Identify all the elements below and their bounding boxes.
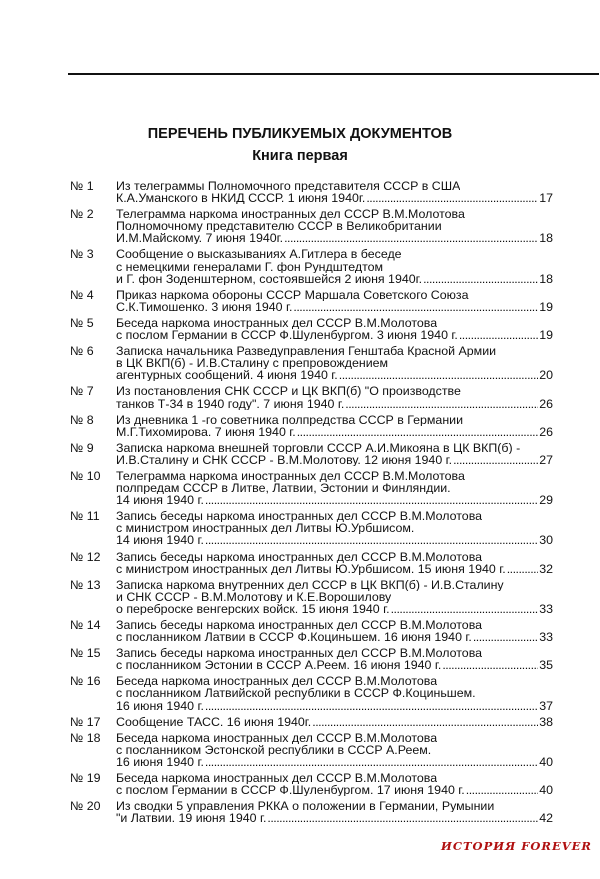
toc-entry-text: агентурных сообщений. 4 июня 1940 г. bbox=[116, 369, 338, 382]
toc-line bbox=[70, 619, 553, 631]
toc-entry-text: с министром иностранных дел Литвы Ю.Урбшисом. 15 июня 1940 г. bbox=[116, 562, 506, 575]
toc-entry-number: № 2 bbox=[70, 207, 94, 222]
toc-entry-text: с посланником Эстонской республики в СССР А.Реем. bbox=[116, 743, 432, 756]
toc-page-number: 29 bbox=[539, 493, 553, 508]
toc-entry-text: Записка начальника Разведуправления Генштаба Красной Армии bbox=[116, 345, 497, 358]
toc-entry bbox=[70, 619, 553, 643]
leader-dots bbox=[205, 756, 538, 768]
toc-entry bbox=[70, 470, 553, 506]
toc-entry-text: Телеграмма наркома иностранных дел СССР В.М.Молотова bbox=[116, 208, 465, 221]
toc-entry-text: Беседа наркома иностранных дел СССР В.М.Молотова bbox=[116, 731, 438, 744]
leader-dots bbox=[507, 563, 539, 575]
toc-entry-text: Сообщение о высказываниях А.Гитлера в беседе bbox=[116, 248, 402, 261]
toc-line bbox=[70, 180, 553, 192]
toc-line bbox=[70, 631, 553, 643]
toc-page-number: 27 bbox=[539, 452, 553, 467]
toc-entry-text: о переброске венгерских войск. 15 июня 1940 г. bbox=[116, 602, 390, 615]
page-title: ПЕРЕЧЕНЬ ПУБЛИКУЕМЫХ ДОКУМЕНТОВ bbox=[147, 126, 453, 142]
toc-page-number: 26 bbox=[539, 424, 553, 439]
toc-entry-number: № 7 bbox=[70, 384, 94, 399]
leader-dots bbox=[466, 784, 538, 796]
toc-entry-text: Запись беседы наркома иностранных дел СССР В.М.Молотова bbox=[116, 647, 483, 660]
leader-dots bbox=[366, 192, 538, 204]
toc-page-number: 17 bbox=[539, 191, 553, 206]
toc-entry-text: танков Т-34 в 1940 году". 7 июня 1940 г. bbox=[116, 397, 345, 410]
toc-entry-text: полпредам СССР в Литве, Латвии, Эстонии и Финляндии. bbox=[116, 482, 451, 495]
toc-entry-number: № 8 bbox=[70, 412, 94, 427]
toc-line bbox=[70, 248, 553, 260]
toc-entry-number: № 18 bbox=[70, 730, 101, 745]
toc-line bbox=[70, 647, 553, 659]
toc-line bbox=[70, 510, 553, 522]
toc-entry-text: Сообщение ТАСС. 16 июня 1940г. bbox=[116, 715, 312, 728]
toc-line bbox=[70, 603, 553, 615]
toc-entry bbox=[70, 510, 553, 546]
leader-dots bbox=[459, 329, 538, 341]
toc-line bbox=[70, 317, 553, 329]
toc-entry-text: 16 июня 1940 г. bbox=[116, 755, 204, 769]
toc-entry-number: № 19 bbox=[70, 771, 101, 786]
toc-entry-text: с посланником Латвийской республики в СССР Ф.Коциньшем. bbox=[116, 687, 476, 700]
toc-entry bbox=[70, 579, 553, 615]
toc-line bbox=[70, 522, 553, 534]
toc-line bbox=[70, 385, 553, 397]
toc-entry-text: Из телеграммы Полномочного представителя СССР в США bbox=[116, 180, 461, 193]
toc-page-number: 19 bbox=[539, 299, 553, 314]
toc-entry-text: Из сводки 5 управления РККА о положении в Германии, Румынии bbox=[116, 800, 495, 813]
toc-line bbox=[70, 426, 553, 438]
table-of-contents bbox=[70, 180, 553, 828]
toc-entry bbox=[70, 647, 553, 671]
leader-dots bbox=[391, 603, 539, 615]
toc-entry-number: № 17 bbox=[70, 714, 101, 729]
toc-line bbox=[70, 220, 553, 232]
leader-dots bbox=[297, 426, 538, 438]
toc-line bbox=[70, 273, 553, 285]
toc-entry-text: Беседа наркома иностранных дел СССР В.М.Молотова bbox=[116, 675, 438, 688]
leader-dots bbox=[312, 716, 538, 728]
toc-line bbox=[70, 345, 553, 357]
toc-entry bbox=[70, 385, 553, 409]
toc-entry-text: 14 июня 1940 г. bbox=[116, 494, 204, 507]
toc-entry-text: Запись беседы наркома иностранных дел СССР В.М.Молотова bbox=[116, 619, 483, 632]
toc-entry-number: № 10 bbox=[70, 468, 101, 483]
toc-entry-text: Из дневника 1 -го советника полпредства СССР в Германии bbox=[116, 413, 464, 426]
toc-page-number: 37 bbox=[539, 698, 553, 713]
toc-entry-text: И.М.Майскому. 7 июня 1940г. bbox=[116, 232, 284, 245]
toc-line bbox=[70, 454, 553, 466]
toc-entry-text: Запись беседы наркома иностранных дел СССР В.М.Молотова bbox=[116, 510, 483, 523]
toc-entry-text: с министром иностранных дел Литвы Ю.Урбшисом. bbox=[116, 522, 415, 535]
leader-dots bbox=[423, 273, 538, 285]
toc-line bbox=[70, 732, 553, 744]
toc-entry-number: № 16 bbox=[70, 674, 101, 689]
toc-entry bbox=[70, 732, 553, 768]
toc-entry bbox=[70, 800, 553, 824]
toc-line bbox=[70, 551, 553, 563]
toc-line bbox=[70, 812, 553, 824]
leader-dots bbox=[284, 232, 538, 244]
toc-entry-text: с послом Германии в СССР Ф.Шуленбургом. 3 июня 1940 г. bbox=[116, 329, 458, 342]
toc-line bbox=[70, 442, 553, 454]
toc-page-number: 40 bbox=[539, 754, 553, 769]
toc-line bbox=[70, 357, 553, 369]
leader-dots bbox=[205, 700, 538, 712]
toc-page-number: 35 bbox=[539, 658, 553, 673]
toc-page-number: 30 bbox=[539, 533, 553, 548]
toc-entry-number: № 15 bbox=[70, 646, 101, 661]
toc-entry-text: с посланником Эстонии в СССР А.Реем. 16 июня 1940 г. bbox=[116, 659, 442, 672]
toc-line bbox=[70, 329, 553, 341]
toc-entry-text: в ЦК ВКП(б) - И.В.Сталину с препровождением bbox=[116, 357, 389, 370]
toc-entry-text: М.Г.Тихомирова. 7 июня 1940 г. bbox=[116, 425, 296, 438]
toc-line bbox=[70, 232, 553, 244]
toc-page-number: 42 bbox=[539, 811, 553, 826]
toc-entry bbox=[70, 248, 553, 284]
toc-entry-number: № 4 bbox=[70, 287, 94, 302]
toc-entry-text: К.А.Уманского в НКИД СССР. 1 июня 1940г. bbox=[116, 192, 366, 205]
toc-line bbox=[70, 289, 553, 301]
toc-entry bbox=[70, 289, 553, 313]
toc-entry-text: "и Латвии. 19 июня 1940 г. bbox=[116, 812, 267, 825]
toc-line bbox=[70, 659, 553, 671]
toc-line bbox=[70, 414, 553, 426]
toc-entry-text: Из постановления СНК СССР и ЦК ВКП(б) "О производстве bbox=[116, 385, 461, 398]
toc-page-number: 38 bbox=[539, 714, 553, 729]
leader-dots bbox=[345, 398, 538, 410]
leader-dots bbox=[205, 494, 538, 506]
toc-entry-number: № 3 bbox=[70, 247, 94, 262]
toc-page-number: 19 bbox=[539, 328, 553, 343]
toc-entry-number: № 1 bbox=[70, 179, 94, 193]
toc-line bbox=[70, 579, 553, 591]
toc-page-number: 18 bbox=[539, 271, 553, 286]
toc-line bbox=[70, 369, 553, 381]
leader-dots bbox=[293, 301, 538, 313]
leader-dots bbox=[473, 631, 538, 643]
toc-page-number: 32 bbox=[539, 561, 553, 576]
toc-page-number: 33 bbox=[539, 630, 553, 645]
toc-page-number: 20 bbox=[539, 368, 553, 383]
toc-line bbox=[70, 756, 553, 768]
toc-entry bbox=[70, 675, 553, 711]
toc-line bbox=[70, 563, 553, 575]
leader-dots bbox=[339, 369, 538, 381]
footer-logo: ИСТОРИЯ FOREVER bbox=[440, 839, 592, 853]
leader-dots bbox=[267, 812, 538, 824]
toc-entry-text: Телеграмма наркома иностранных дел СССР В.М.Молотова bbox=[116, 469, 465, 483]
toc-entry bbox=[70, 442, 553, 466]
toc-entry-text: Запись беседы наркома иностранных дел СССР В.М.Молотова bbox=[116, 550, 483, 563]
toc-entry-text: Беседа наркома иностранных дел СССР В.М.Молотова bbox=[116, 316, 438, 330]
toc-page-number: 40 bbox=[539, 783, 553, 798]
toc-line bbox=[70, 772, 553, 784]
toc-line bbox=[70, 482, 553, 494]
toc-entry bbox=[70, 180, 553, 204]
toc-entry-text: Записка наркома внутренних дел СССР в ЦК ВКП(б) - И.В.Сталину bbox=[116, 578, 504, 591]
toc-entry bbox=[70, 414, 553, 438]
toc-entry-number: № 12 bbox=[70, 549, 101, 564]
toc-entry-text: С.К.Тимошенко. 3 июня 1940 г. bbox=[116, 300, 293, 313]
toc-entry bbox=[70, 716, 553, 728]
leader-dots bbox=[442, 659, 538, 671]
toc-entry-text: 14 июня 1940 г. bbox=[116, 534, 204, 547]
toc-page-number: 26 bbox=[539, 396, 553, 411]
toc-entry-number: № 11 bbox=[70, 509, 100, 524]
toc-line bbox=[70, 261, 553, 273]
toc-line bbox=[70, 800, 553, 812]
toc-entry-text: Приказ наркома обороны СССР Маршала Советского Союза bbox=[116, 288, 469, 301]
toc-line bbox=[70, 687, 553, 699]
toc-line bbox=[70, 301, 553, 313]
toc-entry-text: И.В.Сталину и СНК СССР - В.М.Молотову. 12 июня 1940 г. bbox=[116, 453, 453, 466]
toc-page-number: 18 bbox=[539, 231, 553, 246]
toc-entry-number: № 9 bbox=[70, 440, 94, 455]
toc-entry-text: с немецкими генералами Г. фон Рундштедтом bbox=[116, 260, 384, 273]
toc-entry-text: Полномочному представителю СССР в Великобритании bbox=[116, 220, 442, 233]
toc-entry-number: № 5 bbox=[70, 315, 94, 330]
toc-line bbox=[70, 700, 553, 712]
toc-line bbox=[70, 470, 553, 482]
toc-entry-text: с посланником Латвии в СССР Ф.Коциньшем. 16 июня 1940 г. bbox=[116, 631, 472, 644]
toc-line bbox=[70, 716, 553, 728]
toc-line bbox=[70, 591, 553, 603]
toc-entry-text: Записка наркома внешней торговли СССР А.И.Микояна в ЦК ВКП(б) - bbox=[116, 441, 521, 454]
toc-line bbox=[70, 494, 553, 506]
toc-entry-number: № 6 bbox=[70, 344, 94, 359]
toc-line bbox=[70, 744, 553, 756]
toc-line bbox=[70, 675, 553, 687]
leader-dots bbox=[205, 534, 538, 546]
toc-entry-text: и СНК СССР - В.М.Молотову и К.Е.Ворошилову bbox=[116, 590, 392, 603]
toc-entry-number: № 20 bbox=[70, 799, 101, 814]
toc-entry-number: № 14 bbox=[70, 618, 101, 632]
toc-page-number: 33 bbox=[539, 601, 553, 616]
toc-line bbox=[70, 192, 553, 204]
toc-entry bbox=[70, 345, 553, 381]
toc-entry bbox=[70, 317, 553, 341]
page-subtitle: Книга первая bbox=[252, 148, 348, 164]
toc-entry-text: и Г. фон Зоденштерном, состоявшейся 2 июня 1940г. bbox=[116, 272, 423, 285]
toc-entry-text: Беседа наркома иностранных дел СССР В.М.Молотова bbox=[116, 772, 438, 785]
toc-entry bbox=[70, 551, 553, 575]
toc-entry bbox=[70, 208, 553, 244]
toc-entry bbox=[70, 772, 553, 796]
toc-entry-text: 16 июня 1940 г. bbox=[116, 699, 204, 712]
toc-entry-text: с послом Германии в СССР Ф.Шуленбургом. 17 июня 1940 г. bbox=[116, 784, 465, 797]
toc-line bbox=[70, 398, 553, 410]
leader-dots bbox=[453, 454, 538, 466]
top-rule bbox=[68, 73, 599, 75]
toc-line bbox=[70, 534, 553, 546]
toc-line bbox=[70, 208, 553, 220]
toc-entry-number: № 13 bbox=[70, 577, 101, 592]
toc-line bbox=[70, 784, 553, 796]
